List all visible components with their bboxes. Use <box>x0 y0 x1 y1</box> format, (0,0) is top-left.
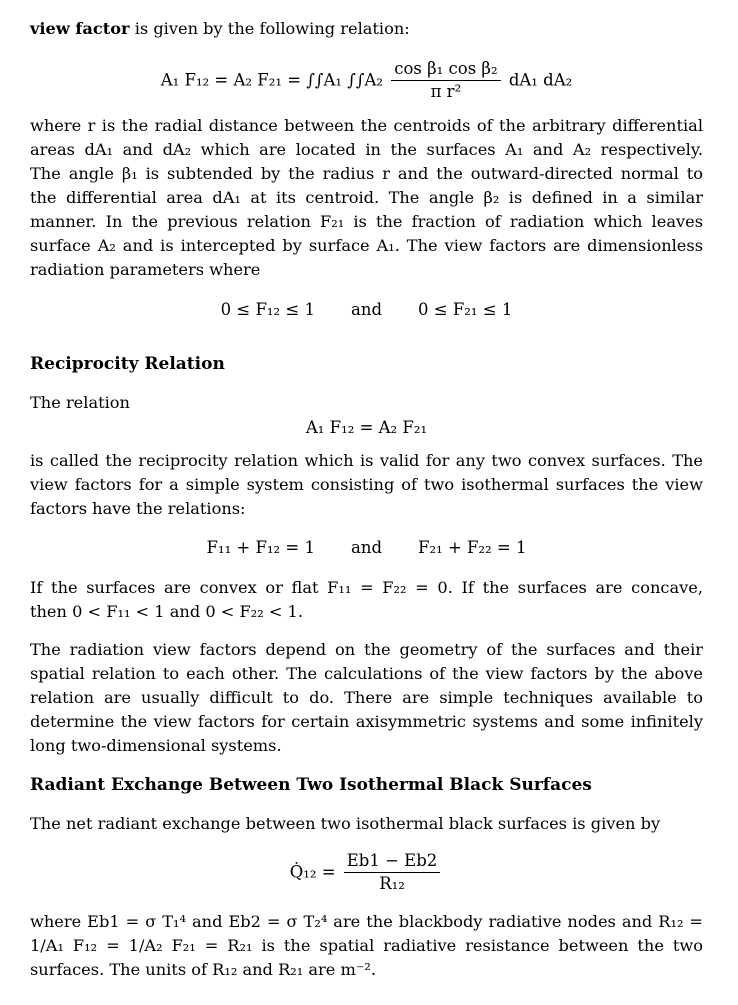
paragraph-line: surface A₂ and is intercepted by surface A₁. The view factors are dimensionless <box>30 236 703 255</box>
equation-tail: dA₁ dA₂ <box>508 70 573 90</box>
bound-f21: 0 ≤ F₂₁ ≤ 1 <box>418 300 513 319</box>
reciprocity-equation: A₁ F₁₂ = A₂ F₂₁ <box>305 418 428 437</box>
summation-f2: F₂₁ + F₂₂ = 1 <box>418 538 527 557</box>
paragraph-line: The radiation view factors depend on the geometry of the surfaces and their <box>30 640 703 659</box>
paragraph-line: 1/A₁ F₁₂ = 1/A₂ F₂₁ = R₂₁ is the spatial radiative resistance between the two <box>30 936 703 955</box>
section-heading: Reciprocity Relation <box>30 354 225 374</box>
paragraph-line: radiation parameters where <box>30 260 261 279</box>
and-word: and <box>350 300 383 319</box>
fraction-denominator: π r² <box>430 82 462 101</box>
paragraph-line: the differential area dA₁ at its centroid. The angle β₂ is defined in a similar <box>30 188 703 207</box>
paragraph-line: view factors for a simple system consisting of two isothermal surfaces the view <box>30 475 703 494</box>
paragraph-line: is called the reciprocity relation which is valid for any two convex surfaces. The <box>30 451 703 470</box>
bound-f12: 0 ≤ F₁₂ ≤ 1 <box>220 300 315 319</box>
equation-lhs: Q̇₁₂ = <box>289 862 336 882</box>
and-word: and <box>350 538 383 557</box>
paragraph-line: determine the view factors for certain axisymmetric systems and some infinitely <box>30 712 703 731</box>
equation-lhs: A₁ F₁₂ = A₂ F₂₁ = <box>160 70 302 90</box>
paragraph-line: If the surfaces are convex or flat F₁₁ = F₂₂ = 0. If the surfaces are concave, <box>30 578 703 597</box>
equation-fraction <box>344 850 441 895</box>
fraction-denominator: R₁₂ <box>379 874 405 893</box>
paragraph-line: where Eb1 = σ T₁⁴ and Eb2 = σ T₂⁴ are the blackbody radiative nodes and R₁₂ = <box>30 912 703 931</box>
paragraph-line: surfaces. The units of R₁₂ and R₂₁ are m⁻². <box>30 960 377 979</box>
paragraph-line: factors have the relations: <box>30 499 246 518</box>
summation-equation <box>30 536 703 560</box>
view-factor-bounds-equation <box>30 298 703 322</box>
view-factor-equation <box>30 56 703 104</box>
paragraph-line: The relation <box>30 393 130 412</box>
paragraph-line: manner. In the previous relation F₂₁ is the fraction of radiation which leaves <box>30 212 703 231</box>
section-heading: Radiant Exchange Between Two Isothermal Black Surfaces <box>30 775 592 795</box>
fraction-numerator: Eb1 − Eb2 <box>344 850 441 873</box>
equation-fraction <box>391 58 500 103</box>
intro-text: is given by the following relation: <box>129 19 410 38</box>
paragraph-line: areas dA₁ and dA₂ which are located in the surfaces A₁ and A₂ respectively. <box>30 140 703 159</box>
radiant-exchange-equation <box>30 848 703 896</box>
paragraph-line: relation are usually difficult to do. There are simple techniques available to <box>30 688 703 707</box>
paragraph-line: spatial relation to each other. The calculations of the view factors by the above <box>30 664 703 683</box>
paragraph-line: The angle β₁ is subtended by the radius r and the outward-directed normal to <box>30 164 703 183</box>
paragraph-line: The net radiant exchange between two isothermal black surfaces is given by <box>30 814 661 833</box>
view-factor-term: view factor <box>30 19 130 38</box>
paragraph-line: then 0 < F₁₁ < 1 and 0 < F₂₂ < 1. <box>30 602 303 621</box>
summation-f1: F₁₁ + F₁₂ = 1 <box>206 538 315 557</box>
intro-line <box>30 17 703 41</box>
paragraph-line: long two-dimensional systems. <box>30 736 282 755</box>
fraction-numerator: cos β₁ cos β₂ <box>391 58 500 81</box>
paragraph-line: where r is the radial distance between the centroids of the arbitrary differential <box>30 116 703 135</box>
double-integral: ∫∫A₁ ∫∫A₂ <box>306 70 383 90</box>
